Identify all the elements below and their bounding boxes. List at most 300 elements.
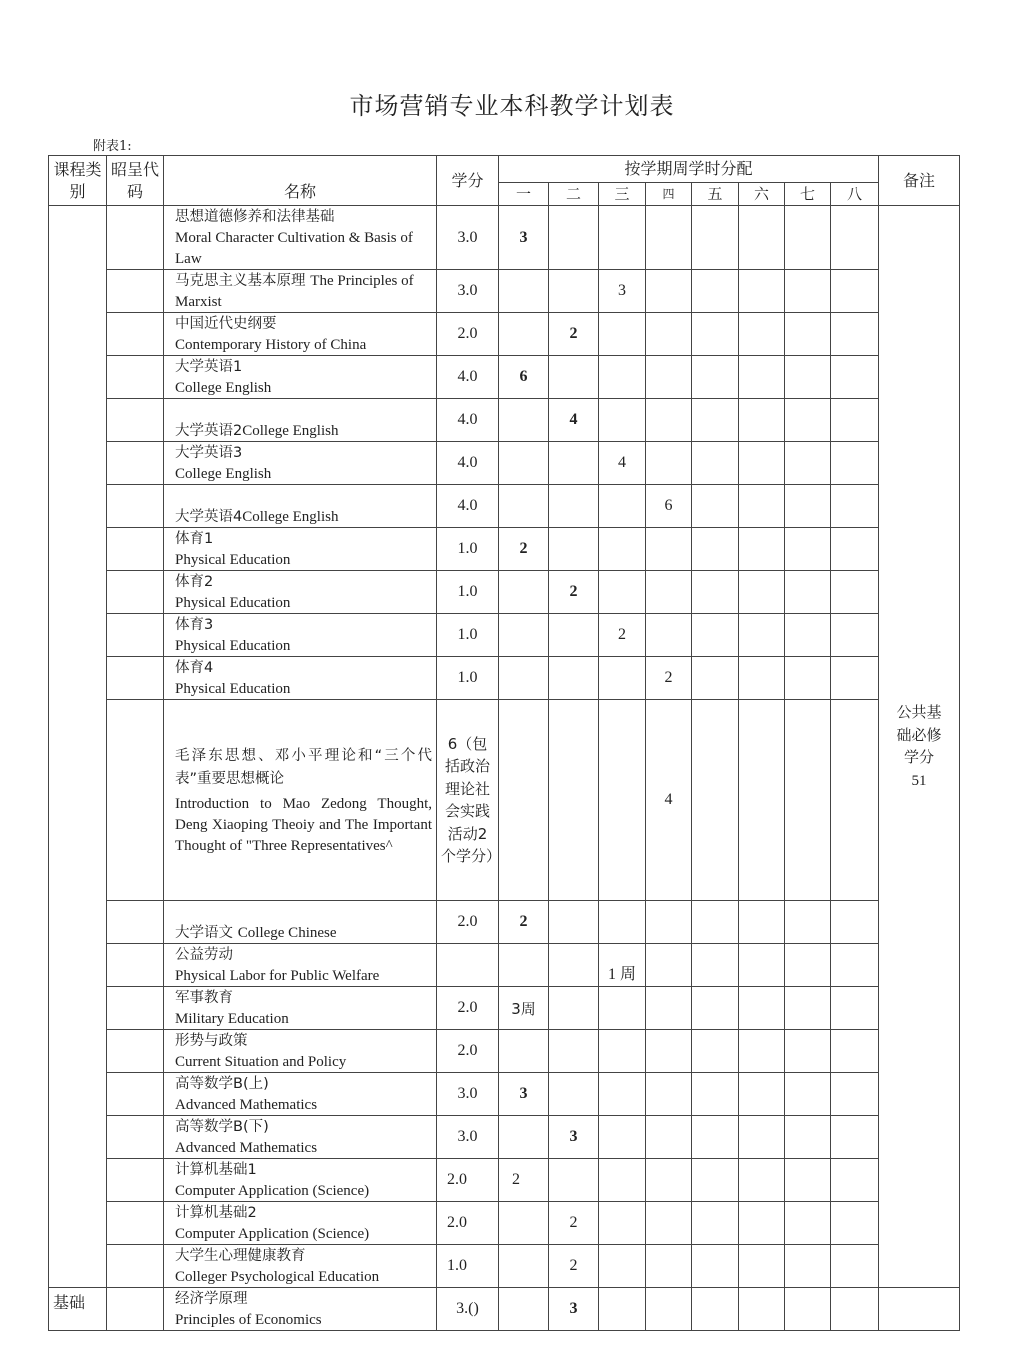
course-name-zh: 体育2 bbox=[175, 574, 214, 590]
hours-semester-6 bbox=[739, 1030, 785, 1073]
hours-semester-1 bbox=[499, 614, 549, 657]
course-name-en: Physical Education bbox=[175, 552, 291, 568]
course-name-en: College English bbox=[242, 423, 339, 439]
hours-semester-6 bbox=[739, 1073, 785, 1116]
code-cell bbox=[107, 399, 164, 442]
hours-semester-8 bbox=[831, 270, 879, 313]
course-name bbox=[164, 1116, 437, 1159]
course-name bbox=[164, 1030, 437, 1073]
course-name-zh: 大学语文 bbox=[175, 925, 233, 941]
code-cell bbox=[107, 1159, 164, 1202]
credits-cell: 1.0 bbox=[437, 571, 499, 614]
hours-semester-4: 4 bbox=[646, 700, 692, 901]
table-row bbox=[49, 356, 960, 399]
curriculum-table bbox=[48, 155, 960, 1331]
hours-semester-3: 3 bbox=[599, 270, 646, 313]
course-name-en: Physical Education bbox=[175, 595, 291, 611]
hours-semester-8 bbox=[831, 313, 879, 356]
hours-semester-8 bbox=[831, 356, 879, 399]
course-name-en: Computer Application (Science) bbox=[175, 1183, 370, 1199]
hours-semester-3 bbox=[599, 206, 646, 270]
hours-semester-6 bbox=[739, 313, 785, 356]
course-name bbox=[164, 442, 437, 485]
course-name bbox=[164, 313, 437, 356]
hours-semester-5 bbox=[692, 356, 739, 399]
table-row bbox=[49, 901, 960, 944]
course-name-en: College English bbox=[175, 380, 272, 396]
hours-semester-3 bbox=[599, 1159, 646, 1202]
table-row bbox=[49, 1202, 960, 1245]
hours-semester-8 bbox=[831, 1073, 879, 1116]
hours-semester-3 bbox=[599, 313, 646, 356]
hours-semester-4 bbox=[646, 1116, 692, 1159]
course-name-zh: 体育3 bbox=[175, 617, 214, 633]
course-name bbox=[164, 356, 437, 399]
hours-semester-6 bbox=[739, 356, 785, 399]
hours-semester-8 bbox=[831, 528, 879, 571]
hours-semester-7 bbox=[785, 571, 831, 614]
course-name-zh: 计算机基础1 bbox=[175, 1162, 257, 1178]
hours-semester-7 bbox=[785, 528, 831, 571]
hours-semester-5 bbox=[692, 313, 739, 356]
hours-semester-5 bbox=[692, 1030, 739, 1073]
hours-semester-5 bbox=[692, 657, 739, 700]
hours-semester-2 bbox=[549, 987, 599, 1030]
appendix-label: 附表1: bbox=[93, 139, 132, 154]
hours-semester-1 bbox=[499, 313, 549, 356]
hours-semester-7 bbox=[785, 399, 831, 442]
hours-semester-5 bbox=[692, 944, 739, 987]
hours-semester-6 bbox=[739, 987, 785, 1030]
header-semester-3: 三 bbox=[599, 183, 646, 206]
hours-semester-3 bbox=[599, 399, 646, 442]
hours-semester-4 bbox=[646, 206, 692, 270]
course-name-en: Moral Character Cultivation & Basis of Law bbox=[175, 230, 413, 267]
hours-semester-7 bbox=[785, 1073, 831, 1116]
credits-cell: 4.0 bbox=[437, 356, 499, 399]
course-name-zh: 大学英语1 bbox=[175, 359, 243, 375]
course-name-en: Current Situation and Policy bbox=[175, 1054, 347, 1070]
hours-semester-8 bbox=[831, 1116, 879, 1159]
hours-semester-8 bbox=[831, 1288, 879, 1331]
hours-semester-6 bbox=[739, 944, 785, 987]
course-name bbox=[164, 206, 437, 270]
credits-cell: 2.0 bbox=[437, 1159, 499, 1202]
code-cell bbox=[107, 528, 164, 571]
credits-cell: 2.0 bbox=[437, 1202, 499, 1245]
hours-semester-4 bbox=[646, 528, 692, 571]
course-name bbox=[164, 528, 437, 571]
code-cell bbox=[107, 206, 164, 270]
course-name-zh: 高等数学B(下) bbox=[175, 1119, 269, 1135]
hours-semester-1 bbox=[499, 399, 549, 442]
hours-semester-1 bbox=[499, 571, 549, 614]
hours-semester-4 bbox=[646, 1288, 692, 1331]
hours-semester-3 bbox=[599, 657, 646, 700]
course-name-zh: 大学生心理健康教育 bbox=[175, 1248, 306, 1264]
code-cell bbox=[107, 1030, 164, 1073]
header-name: 名称 bbox=[164, 156, 437, 206]
hours-semester-8 bbox=[831, 901, 879, 944]
hours-semester-7 bbox=[785, 944, 831, 987]
course-name-zh: 中国近代史纲要 bbox=[175, 316, 277, 332]
course-name-zh: 形势与政策 bbox=[175, 1033, 248, 1049]
hours-semester-4 bbox=[646, 1159, 692, 1202]
course-name-zh: 高等数学B(上) bbox=[175, 1076, 269, 1092]
code-cell bbox=[107, 657, 164, 700]
table-row bbox=[49, 313, 960, 356]
credits-cell: 3.0 bbox=[437, 270, 499, 313]
hours-semester-8 bbox=[831, 1202, 879, 1245]
table-row bbox=[49, 206, 960, 270]
hours-semester-6 bbox=[739, 700, 785, 901]
table-row bbox=[49, 1116, 960, 1159]
hours-semester-8 bbox=[831, 1245, 879, 1288]
hours-semester-3 bbox=[599, 528, 646, 571]
hours-semester-7 bbox=[785, 901, 831, 944]
hours-semester-7 bbox=[785, 1159, 831, 1202]
hours-semester-5 bbox=[692, 485, 739, 528]
course-name-zh: 公益劳动 bbox=[175, 947, 233, 963]
code-cell bbox=[107, 571, 164, 614]
hours-semester-2 bbox=[549, 1030, 599, 1073]
hours-semester-2 bbox=[549, 700, 599, 901]
hours-semester-2 bbox=[549, 944, 599, 987]
hours-semester-8 bbox=[831, 442, 879, 485]
credits-cell: 4.0 bbox=[437, 485, 499, 528]
credits-cell: 1.0 bbox=[437, 614, 499, 657]
credits-cell: 2.0 bbox=[437, 1030, 499, 1073]
course-name-en: Physical Labor for Public Welfare bbox=[175, 968, 380, 984]
hours-semester-2: 2 bbox=[549, 1245, 599, 1288]
header-semester-5: 五 bbox=[692, 183, 739, 206]
hours-semester-3 bbox=[599, 1116, 646, 1159]
hours-semester-4 bbox=[646, 1030, 692, 1073]
hours-semester-2 bbox=[549, 356, 599, 399]
course-name bbox=[164, 901, 437, 944]
header-remarks: 备注 bbox=[879, 156, 960, 206]
hours-semester-2: 2 bbox=[549, 1202, 599, 1245]
course-name bbox=[164, 571, 437, 614]
code-cell bbox=[107, 987, 164, 1030]
table-row bbox=[49, 399, 960, 442]
code-cell bbox=[107, 944, 164, 987]
hours-semester-8 bbox=[831, 700, 879, 901]
hours-semester-1 bbox=[499, 1288, 549, 1331]
category-cell bbox=[49, 206, 107, 1288]
course-name-zh: 体育4 bbox=[175, 660, 214, 676]
hours-semester-1 bbox=[499, 1202, 549, 1245]
course-name-en: Advanced Mathematics bbox=[175, 1140, 318, 1156]
code-cell bbox=[107, 1116, 164, 1159]
hours-semester-5 bbox=[692, 442, 739, 485]
hours-semester-5 bbox=[692, 1159, 739, 1202]
course-name bbox=[164, 1073, 437, 1116]
table-row bbox=[49, 614, 960, 657]
hours-semester-5 bbox=[692, 1202, 739, 1245]
hours-semester-3 bbox=[599, 571, 646, 614]
course-name bbox=[164, 614, 437, 657]
hours-semester-8 bbox=[831, 657, 879, 700]
hours-semester-7 bbox=[785, 987, 831, 1030]
code-cell bbox=[107, 313, 164, 356]
course-name-en: College English bbox=[242, 509, 339, 525]
hours-semester-4 bbox=[646, 1245, 692, 1288]
hours-semester-6 bbox=[739, 1202, 785, 1245]
remark-public-credits: 51 bbox=[911, 772, 927, 789]
hours-semester-4: 2 bbox=[646, 657, 692, 700]
hours-semester-7 bbox=[785, 657, 831, 700]
hours-semester-1: 3 bbox=[499, 1073, 549, 1116]
header-credits: 学分 bbox=[437, 156, 499, 206]
hours-semester-7 bbox=[785, 700, 831, 901]
hours-semester-8 bbox=[831, 206, 879, 270]
hours-semester-6 bbox=[739, 485, 785, 528]
hours-semester-1 bbox=[499, 944, 549, 987]
course-name-zh: 大学英语2 bbox=[175, 423, 243, 439]
code-cell bbox=[107, 614, 164, 657]
course-name-en: Introduction to Mao Zedong Thought, Deng Xiaoping Theoiy and The Important Thought of "Three Representatives^ bbox=[175, 795, 432, 854]
hours-semester-7 bbox=[785, 1245, 831, 1288]
code-cell bbox=[107, 901, 164, 944]
hours-semester-3: 1 周 bbox=[599, 944, 646, 987]
credits-cell: 1.0 bbox=[437, 657, 499, 700]
hours-semester-5 bbox=[692, 1116, 739, 1159]
course-name-en: Physical Education bbox=[175, 638, 291, 654]
hours-semester-1 bbox=[499, 485, 549, 528]
course-name bbox=[164, 1202, 437, 1245]
course-name-zh: 体育1 bbox=[175, 531, 214, 547]
hours-semester-1: 3周 bbox=[499, 987, 549, 1030]
hours-semester-4 bbox=[646, 944, 692, 987]
course-name bbox=[164, 657, 437, 700]
hours-semester-6 bbox=[739, 270, 785, 313]
course-name-zh: 军事教育 bbox=[175, 990, 233, 1006]
table-row bbox=[49, 987, 960, 1030]
hours-semester-4: 6 bbox=[646, 485, 692, 528]
hours-semester-5 bbox=[692, 700, 739, 901]
hours-semester-2 bbox=[549, 1159, 599, 1202]
code-cell bbox=[107, 1073, 164, 1116]
hours-semester-2 bbox=[549, 901, 599, 944]
credits-cell: 3.() bbox=[437, 1288, 499, 1331]
hours-semester-2 bbox=[549, 614, 599, 657]
hours-semester-5 bbox=[692, 270, 739, 313]
hours-semester-2: 2 bbox=[549, 571, 599, 614]
hours-semester-2 bbox=[549, 657, 599, 700]
code-cell bbox=[107, 356, 164, 399]
hours-semester-6 bbox=[739, 442, 785, 485]
table-row bbox=[49, 528, 960, 571]
page-title: 市场营销专业本科教学计划表 bbox=[349, 92, 675, 120]
hours-semester-6 bbox=[739, 528, 785, 571]
hours-semester-7 bbox=[785, 442, 831, 485]
table-row bbox=[49, 270, 960, 313]
course-name bbox=[164, 987, 437, 1030]
credits-cell: 1.0 bbox=[437, 528, 499, 571]
table-row bbox=[49, 1073, 960, 1116]
credits-cell: 3.0 bbox=[437, 1073, 499, 1116]
hours-semester-5 bbox=[692, 571, 739, 614]
hours-semester-4 bbox=[646, 442, 692, 485]
hours-semester-1: 2 bbox=[499, 528, 549, 571]
hours-semester-6 bbox=[739, 1159, 785, 1202]
course-name-zh: 大学英语3 bbox=[175, 445, 243, 461]
table-row bbox=[49, 700, 960, 901]
credits-cell: 2.0 bbox=[437, 313, 499, 356]
course-name bbox=[164, 1159, 437, 1202]
course-name-zh: 大学英语4 bbox=[175, 509, 243, 525]
code-cell bbox=[107, 485, 164, 528]
hours-semester-4 bbox=[646, 270, 692, 313]
hours-semester-1: 6 bbox=[499, 356, 549, 399]
hours-semester-5 bbox=[692, 614, 739, 657]
hours-semester-3: 4 bbox=[599, 442, 646, 485]
credits-cell: 2.0 bbox=[437, 987, 499, 1030]
hours-semester-8 bbox=[831, 1159, 879, 1202]
hours-semester-2: 2 bbox=[549, 313, 599, 356]
hours-semester-2 bbox=[549, 528, 599, 571]
category-cell: 基础 bbox=[49, 1288, 107, 1331]
credits-cell: 2.0 bbox=[437, 901, 499, 944]
hours-semester-6 bbox=[739, 1288, 785, 1331]
hours-semester-4 bbox=[646, 987, 692, 1030]
hours-semester-5 bbox=[692, 528, 739, 571]
table-row bbox=[49, 944, 960, 987]
hours-semester-1 bbox=[499, 270, 549, 313]
hours-semester-1 bbox=[499, 700, 549, 901]
course-name bbox=[164, 1288, 437, 1331]
hours-semester-1: 3 bbox=[499, 206, 549, 270]
hours-semester-7 bbox=[785, 1202, 831, 1245]
credits-cell: 4.0 bbox=[437, 442, 499, 485]
hours-semester-1 bbox=[499, 1030, 549, 1073]
hours-semester-5 bbox=[692, 987, 739, 1030]
hours-semester-1 bbox=[499, 1245, 549, 1288]
hours-semester-4 bbox=[646, 356, 692, 399]
hours-semester-7 bbox=[785, 356, 831, 399]
course-name-en: Computer Application (Science) bbox=[175, 1226, 370, 1242]
hours-semester-3 bbox=[599, 1202, 646, 1245]
hours-semester-7 bbox=[785, 1288, 831, 1331]
hours-semester-8 bbox=[831, 614, 879, 657]
table-row bbox=[49, 442, 960, 485]
table-row bbox=[49, 485, 960, 528]
header-semester-8: 八 bbox=[831, 183, 879, 206]
code-cell bbox=[107, 270, 164, 313]
table-row bbox=[49, 571, 960, 614]
table-row bbox=[49, 1030, 960, 1073]
course-name-zh: 毛泽东思想、邓小平理论和“三个代表”重要思想概论 bbox=[175, 747, 432, 787]
credits-cell: 1.0 bbox=[437, 1245, 499, 1288]
course-name-en: Military Education bbox=[175, 1011, 289, 1027]
hours-semester-5 bbox=[692, 1073, 739, 1116]
code-cell bbox=[107, 1245, 164, 1288]
course-name bbox=[164, 270, 437, 313]
code-cell bbox=[107, 1202, 164, 1245]
hours-semester-3 bbox=[599, 1288, 646, 1331]
course-name-zh: 经济学原理 bbox=[175, 1291, 248, 1307]
hours-semester-3 bbox=[599, 1073, 646, 1116]
code-cell bbox=[107, 442, 164, 485]
course-name bbox=[164, 1245, 437, 1288]
hours-semester-8 bbox=[831, 1030, 879, 1073]
header-category: 课程类别 bbox=[49, 156, 107, 206]
header-schedule: 按学期周学时分配 bbox=[499, 156, 879, 183]
course-name-en: Physical Education bbox=[175, 681, 291, 697]
hours-semester-2: 3 bbox=[549, 1116, 599, 1159]
hours-semester-3 bbox=[599, 901, 646, 944]
hours-semester-2 bbox=[549, 1073, 599, 1116]
hours-semester-3 bbox=[599, 700, 646, 901]
code-cell bbox=[107, 1288, 164, 1331]
hours-semester-7 bbox=[785, 1116, 831, 1159]
course-name bbox=[164, 399, 437, 442]
hours-semester-3: 2 bbox=[599, 614, 646, 657]
course-name-en: Principles of Economics bbox=[175, 1312, 322, 1328]
hours-semester-4 bbox=[646, 1073, 692, 1116]
remark-cell bbox=[879, 1288, 960, 1331]
hours-semester-6 bbox=[739, 206, 785, 270]
hours-semester-7 bbox=[785, 206, 831, 270]
course-name-zh: 计算机基础2 bbox=[175, 1205, 257, 1221]
course-name bbox=[164, 944, 437, 987]
hours-semester-7 bbox=[785, 1030, 831, 1073]
course-name-en: College English bbox=[175, 466, 272, 482]
hours-semester-4 bbox=[646, 571, 692, 614]
course-name-en: Advanced Mathematics bbox=[175, 1097, 318, 1113]
header-semester-4: 四 bbox=[646, 183, 692, 206]
hours-semester-7 bbox=[785, 313, 831, 356]
header-semester-6: 六 bbox=[739, 183, 785, 206]
hours-semester-6 bbox=[739, 571, 785, 614]
hours-semester-2 bbox=[549, 270, 599, 313]
hours-semester-4 bbox=[646, 901, 692, 944]
hours-semester-5 bbox=[692, 1288, 739, 1331]
table-row bbox=[49, 1159, 960, 1202]
hours-semester-2 bbox=[549, 485, 599, 528]
hours-semester-2 bbox=[549, 442, 599, 485]
hours-semester-3 bbox=[599, 1030, 646, 1073]
hours-semester-6 bbox=[739, 399, 785, 442]
hours-semester-3 bbox=[599, 1245, 646, 1288]
hours-semester-7 bbox=[785, 614, 831, 657]
hours-semester-6 bbox=[739, 1245, 785, 1288]
hours-semester-7 bbox=[785, 270, 831, 313]
table-row bbox=[49, 657, 960, 700]
hours-semester-2: 3 bbox=[549, 1288, 599, 1331]
hours-semester-8 bbox=[831, 571, 879, 614]
remark-cell bbox=[879, 206, 960, 1288]
hours-semester-4 bbox=[646, 1202, 692, 1245]
hours-semester-8 bbox=[831, 944, 879, 987]
hours-semester-6 bbox=[739, 901, 785, 944]
course-name-en: The Principles of Marxist bbox=[175, 273, 414, 310]
hours-semester-1 bbox=[499, 442, 549, 485]
hours-semester-5 bbox=[692, 206, 739, 270]
course-name-en: College Chinese bbox=[237, 925, 337, 941]
credits-cell: 6（包括政治理论社会实践活动2个学分） bbox=[437, 700, 499, 901]
credits-cell bbox=[437, 944, 499, 987]
header-semester-7: 七 bbox=[785, 183, 831, 206]
hours-semester-6 bbox=[739, 614, 785, 657]
credits-cell: 3.0 bbox=[437, 206, 499, 270]
hours-semester-6 bbox=[739, 1116, 785, 1159]
hours-semester-3 bbox=[599, 987, 646, 1030]
hours-semester-8 bbox=[831, 987, 879, 1030]
header-code: 昭呈代码 bbox=[107, 156, 164, 206]
hours-semester-8 bbox=[831, 485, 879, 528]
